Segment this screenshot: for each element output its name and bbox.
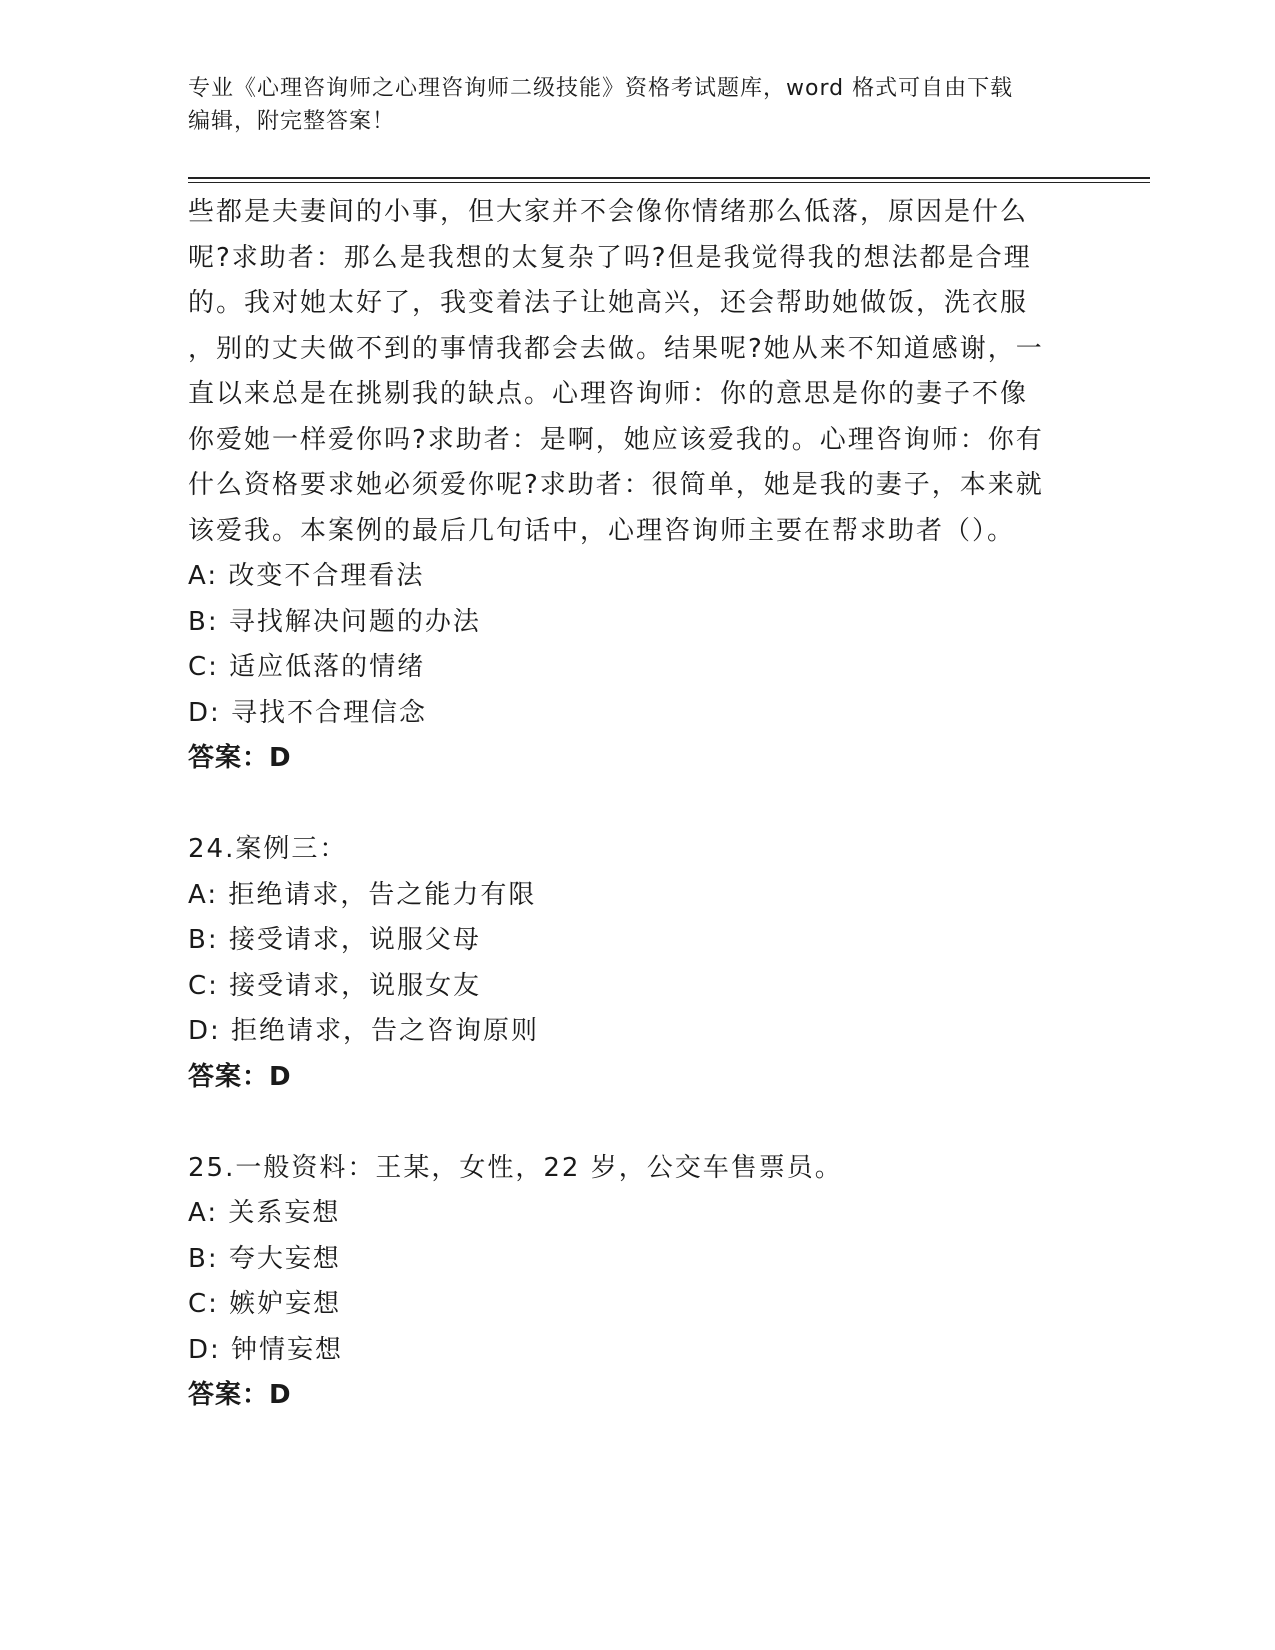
option-b: B: 夸大妄想 xyxy=(188,1243,341,1274)
document-header xyxy=(188,72,1068,138)
header-rule-thick xyxy=(188,177,1150,179)
option-c: C: 适应低落的情绪 xyxy=(188,652,426,682)
header-line-1: 专业《心理咨询师之心理咨询师二级技能》资格考试题库，word 格式可自由下载 xyxy=(188,76,1014,101)
option-c: C: 嫉妒妄想 xyxy=(188,1289,342,1319)
question-23 xyxy=(188,190,1068,782)
option-b: B: 接受请求，说服父母 xyxy=(188,925,481,955)
spacer xyxy=(188,782,1068,828)
question-24 xyxy=(188,827,1068,1100)
question-stem: 24.案例三： xyxy=(188,834,348,864)
answer-line: 答案：D xyxy=(188,743,292,773)
question-text-line: 呢?求助者：那么是我想的太复杂了吗?但是我觉得我的想法都是合理 xyxy=(188,242,1032,273)
answer-line: 答案：D xyxy=(188,1061,292,1092)
header-line-2: 编辑，附完整答案！ xyxy=(188,109,396,134)
option-d: D: 钟情妄想 xyxy=(188,1334,344,1365)
option-d: D: 拒绝请求，告之咨询原则 xyxy=(188,1016,540,1046)
option-a: A: 拒绝请求，告之能力有限 xyxy=(188,879,537,910)
spacer xyxy=(188,1100,1068,1146)
option-d: D: 寻找不合理信念 xyxy=(188,697,428,728)
question-text-line: 你爱她一样爱你吗?求助者：是啊，她应该爱我的。心理咨询师：你有 xyxy=(188,424,1044,455)
question-text-line: 些都是夫妻间的小事，但大家并不会像你情绪那么低落，原因是什么 xyxy=(188,197,1029,227)
option-a: A: 关系妄想 xyxy=(188,1198,341,1228)
option-a: A: 改变不合理看法 xyxy=(188,561,425,591)
document-body xyxy=(188,190,1068,1419)
question-text-line: 什么资格要求她必须爱你呢?求助者：很简单，她是我的妻子，本来就 xyxy=(188,470,1044,500)
question-text-line: 该爱我。本案例的最后几句话中，心理咨询师主要在帮求助者（）。 xyxy=(188,515,1016,546)
question-text-line: 直以来总是在挑剔我的缺点。心理咨询师：你的意思是你的妻子不像 xyxy=(188,379,1029,409)
question-text-line: 的。我对她太好了，我变着法子让她高兴，还会帮助她做饭，洗衣服 xyxy=(188,288,1029,318)
option-c: C: 接受请求，说服女友 xyxy=(188,970,482,1001)
question-stem: 25.一般资料：王某，女性，22 岁，公交车售票员。 xyxy=(188,1152,843,1183)
option-b: B: 寻找解决问题的办法 xyxy=(188,606,481,637)
question-25 xyxy=(188,1146,1068,1419)
header-rule-thin xyxy=(188,182,1150,183)
answer-line: 答案：D xyxy=(188,1380,292,1410)
question-text-line: ，别的丈夫做不到的事情我都会去做。结果呢?她从来不知道感谢，一 xyxy=(188,333,1044,364)
